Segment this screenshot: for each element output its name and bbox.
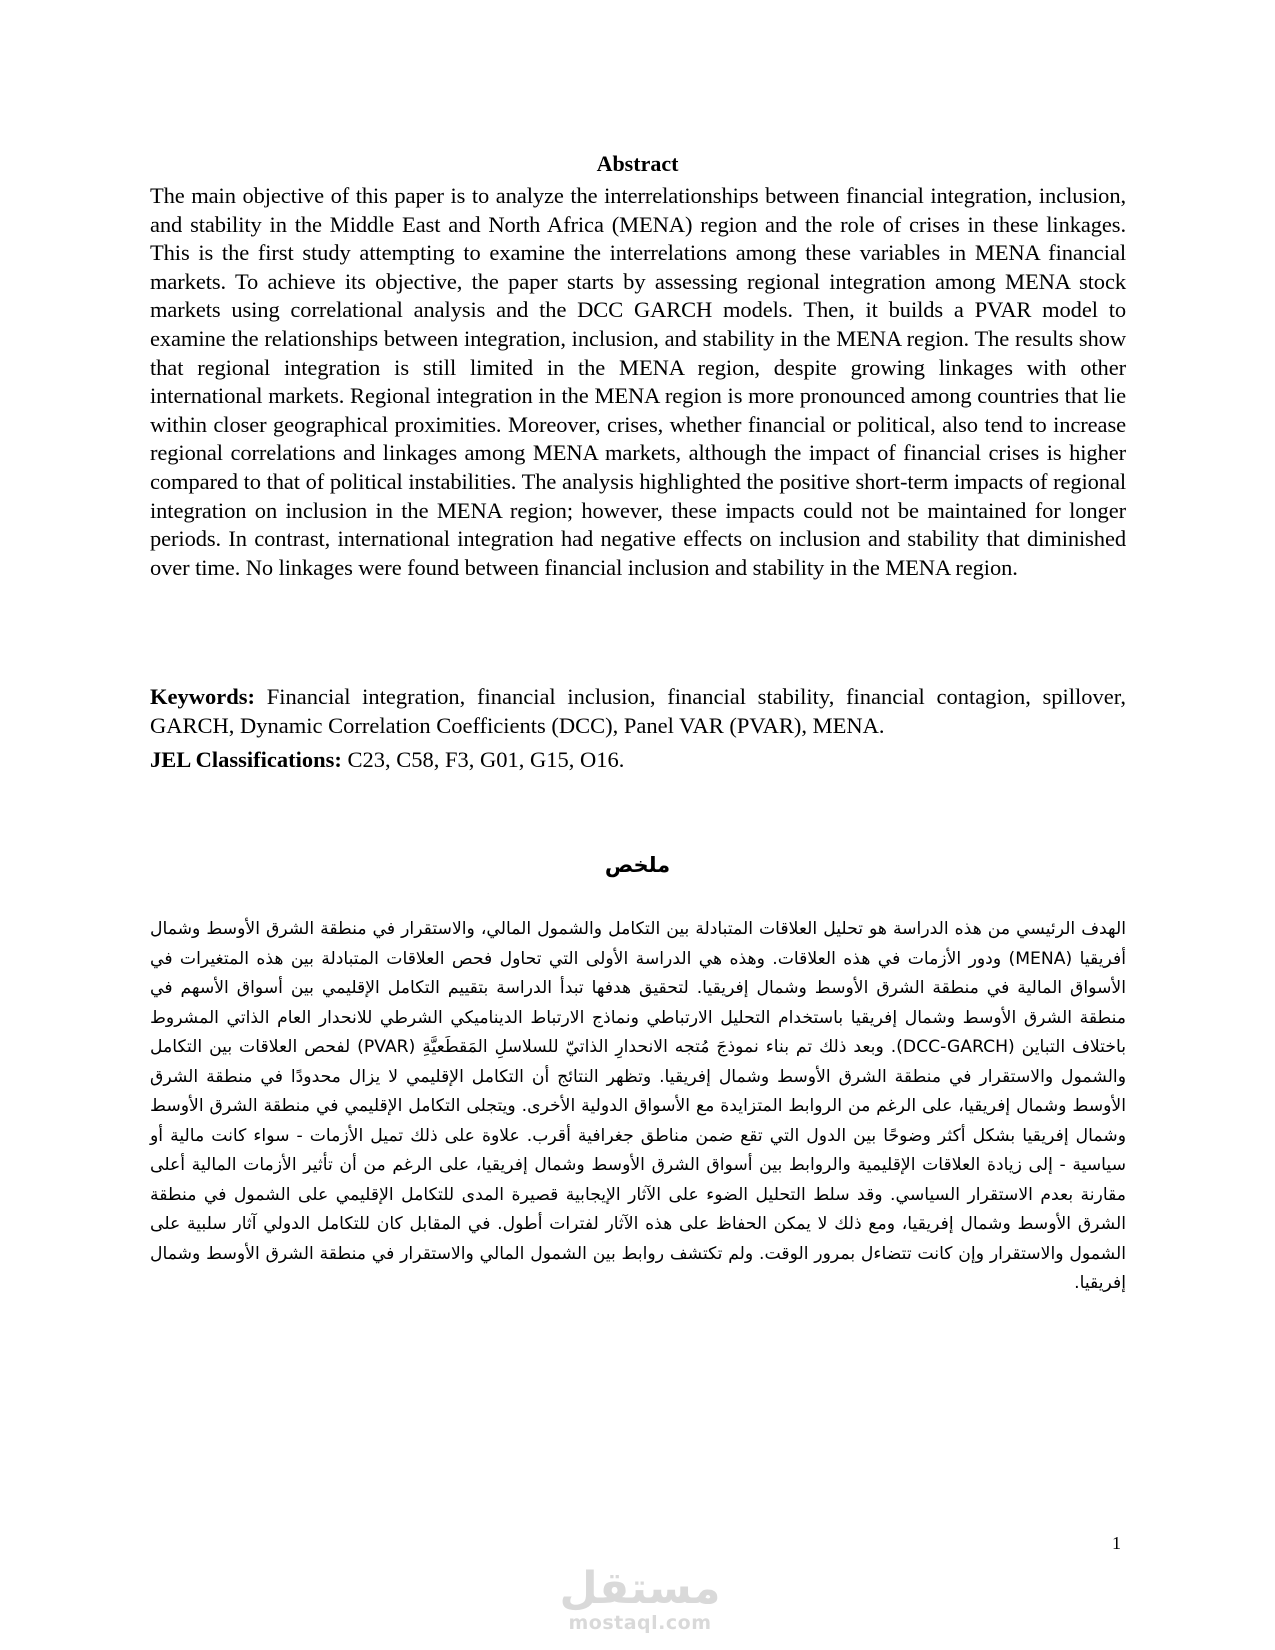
arabic-abstract-heading: ملخص [604,853,671,877]
keywords-paragraph [150,683,1126,740]
jel-label: JEL Classifications: [150,747,342,772]
mostaql-watermark [540,1565,740,1633]
jel-classifications-paragraph [150,746,1126,775]
abstract-heading: Abstract [596,151,679,176]
keywords-label: Keywords: [150,684,255,709]
page-number: 1 [1112,1533,1121,1553]
jel-codes: C23, C58, F3, G01, G15, O16. [347,747,625,772]
arabic-abstract-body: الهدف الرئيسي من هذه الدراسة هو تحليل العلاقات المتبادلة بين التكامل والشمول المالي، والاستقرار في منطقة الشرق الأوسط وشمال أفريقيا (MENA) ودور الأزمات في هذه العلاقات. وهذه هي الدراسة الأولى التي تحاول فحص العلاقات المتبادلة بين هذه المتغيرات في الأسواق المالية في منطقة الشرق الأوسط وشمال إفريقيا. لتحقيق هدفها تبدأ الدراسة بتقييم التكامل الإقليمي بين أسواق الأسهم في منطقة الشرق الأوسط وشمال إفريقيا باستخدام التحليل الارتباطي ونماذج الارتباط الديناميكي الشرطي للانحدار العام الذاتي المشروط باختلاف التباين (DCC-GARCH). وبعد ذلك تم بناء نموذجَ مُتجه الانحدارِ الذاتيّ للسلاسلِ المَقطَعيَّةِ (PVAR) لفحص العلاقات بين التكامل والشمول والاستقرار في منطقة الشرق الأوسط وشمال إفريقيا. وتظهر النتائج أن التكامل الإقليمي لا يزال محدودًا في منطقة الشرق الأوسط وشمال إفريقيا، على الرغم من الروابط المتزايدة مع الأسواق الدولية الأخرى. ويتجلى التكامل الإقليمي في منطقة الشرق الأوسط وشمال إفريقيا بشكل أكثر وضوحًا بين الدول التي تقع ضمن مناطق جغرافية أقرب. علاوة على ذلك تميل الأزمات - سواء كانت مالية أو سياسية - إلى زيادة العلاقات الإقليمية والروابط بين أسواق الشرق الأوسط وشمال إفريقيا، على الرغم من أن تأثير الأزمات المالية أعلى مقارنة بعدم الاستقرار السياسي. وقد سلط التحليل الضوء على الآثار الإيجابية قصيرة المدى للتكامل الإقليمي على الشمول في منطقة الشرق الأوسط وشمال إفريقيا، ومع ذلك لا يمكن الحفاظ على هذه الآثار لفترات أطول. في المقابل كان للتكامل الدولي آثار سلبية على الشمول والاستقرار وإن كانت تتضاءل بمرور الوقت. ولم تكتشف روابط بين الشمول المالي والاستقرار في منطقة الشرق الأوسط وشمال إفريقيا. [150,919,1126,1293]
watermark-url: mostaql.com [568,1612,712,1634]
abstract-body: The main objective of this paper is to analyze the interrelationships between financial integration, inclusion, and stability in the Middle East and North Africa (MENA) region and the role of crises in these linkages. This is the first study attempting to examine the interrelations among these variables in MENA financial markets. To achieve its objective, the paper starts by assessing regional integration among MENA stock markets using correlational analysis and the DCC GARCH models. Then, it builds a PVAR model to examine the relationships between integration, inclusion, and stability in the MENA region. The results show that regional integration is still limited in the MENA region, despite growing linkages with other international markets. Regional integration in the MENA region is more pronounced among countries that lie within closer geographical proximities. Moreover, crises, whether financial or political, also tend to increase regional correlations and linkages among MENA markets, although the impact of financial crises is higher compared to that of political instabilities. The analysis highlighted the positive short-term impacts of regional integration on inclusion in the MENA region; however, these impacts could not be maintained for longer periods. In contrast, international integration had negative effects on inclusion and stability that diminished over time. No linkages were found between financial inclusion and stability in the MENA region. [150,183,1126,580]
keywords-text: Financial integration, financial inclusion, financial stability, financial contagion, spillover, GARCH, Dynamic Correlation Coefficients (DCC), Panel VAR (PVAR), MENA. [150,684,1126,738]
watermark-logo: مستقل [559,1563,721,1614]
